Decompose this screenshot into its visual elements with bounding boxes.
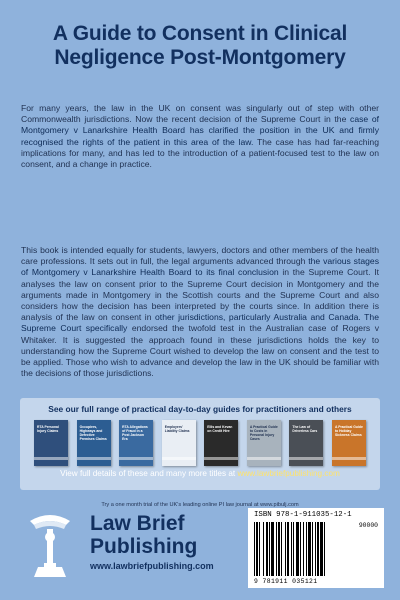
book-cover[interactable] [119,420,153,466]
publisher-name-line-1: Law Brief [90,512,185,535]
book-title [0,22,400,70]
publisher-name [90,512,197,558]
book-cover-stripe [204,457,238,460]
book-cover-stripe [289,457,323,460]
book-cover[interactable] [332,420,366,466]
barcode-bars [254,522,346,576]
promo-link-text: View full details of these and many more titles at [60,469,238,478]
book-cover[interactable] [204,420,238,466]
book-cover-title: A Practical Guide to Holiday Sickness Claims [334,425,363,437]
book-cover-stripe [247,457,281,460]
book-cover-title: Employers' Liability Claims [164,425,190,433]
book-cover-stripe [34,457,68,460]
promo-heading: See our full range of practical day-to-day guides for practitioners and others [48,404,352,414]
title-line-1: A Guide to Consent in Clinical [52,22,348,45]
book-covers-row [34,418,366,466]
book-cover-stripe [162,457,196,460]
book-cover-title: Ellis and Kevan on Credit Hire [207,425,233,433]
book-cover-title: RTA Allegations of Fraud in a Post Jackson Era [122,425,148,441]
book-cover[interactable] [162,420,196,466]
publisher-url[interactable]: www.lawbriefpublishing.com [90,561,214,571]
barcode-number: 9 781911 035121 [254,578,318,585]
title-line-2: Negligence Post-Montgomery [54,46,346,69]
promo-link-line [20,469,380,478]
promo-panel [20,398,380,490]
book-cover[interactable] [289,420,323,466]
isbn-label: ISBN 978-1-911035-12-1 [254,511,352,519]
description-paragraph-2 [21,245,379,379]
book-cover[interactable] [34,420,68,466]
paragraph-text: endorsed the twofold test in the Australian case of Rogers v Whitaker. It is suggested the approach found in these jurisdictions holds the key to understanding how the Supreme Court wished to develop the law on consent and the test to be applied. Those who wish to advance and develop the law in the UK should be familiar with the decisions of those jurisdictions. [21,323,379,379]
paragraph-highlight: case of Montgomery v Lanarkshire Health Board has clarified the position in the UK and firmly recognised the rights of the patient in this area of the law. [21,114,379,147]
book-cover-title: The Law of Driverless Cars [292,425,318,433]
book-cover-stripe [77,457,111,460]
paragraph-highlight: the various stages of Montgomery v Lanarkshire Health Board to its final conclusion [21,256,379,278]
description-paragraph-1 [21,103,379,170]
publisher-name-line-2: Publishing [90,535,198,558]
book-cover[interactable] [247,420,281,466]
promo-url-link[interactable]: www.lawbriefpublishing.com [237,469,340,478]
trial-offer-text: Try a one month trial of the UK's leading online PI law journal at www.pibulj.com [101,502,299,508]
paragraph-text: in the Supreme Court. It analyses the law on consent prior to the Supreme Court decision in Montgomery and the arguments made in Montgomery in the Scottish courts and the Supreme Court and also considers how the decision has been interpreted by the courts since. In addition there is analysis of the law on consent in [21,267,379,323]
book-cover-stripe [119,457,153,460]
price-code: 90000 [358,522,378,529]
book-cover-title: RTA Personal Injury Claims [37,425,59,433]
isbn-barcode [248,508,384,588]
book-cover[interactable] [77,420,111,466]
book-cover-title: Occupiers, Highways and Defective Premises Claims [79,425,107,441]
lectern-logo-icon [22,507,78,581]
paragraph-highlight: other jurisdictions, particularly Australia and Canada. The Supreme Court specifically [21,312,379,334]
paragraph-text: This book is intended equally for students, lawyers, doctors and other members of the health care professions. It sets out in full, the legal arguments advanced through [21,245,379,267]
book-cover-title: A Practical Guide to Costs in Personal Injury Cases [249,425,278,441]
book-cover-stripe [332,457,366,460]
paragraph-text: For many years, the law in the UK on consent was singularly out of step with other Commonwealth jurisdictions. Now the recent decision of the Supreme Court in the [21,103,379,125]
paragraph-text: The case has had far-reaching implications for many, and has led to the introduction of a patient-focused test to the law on consent, and a change in practice. [21,136,379,170]
